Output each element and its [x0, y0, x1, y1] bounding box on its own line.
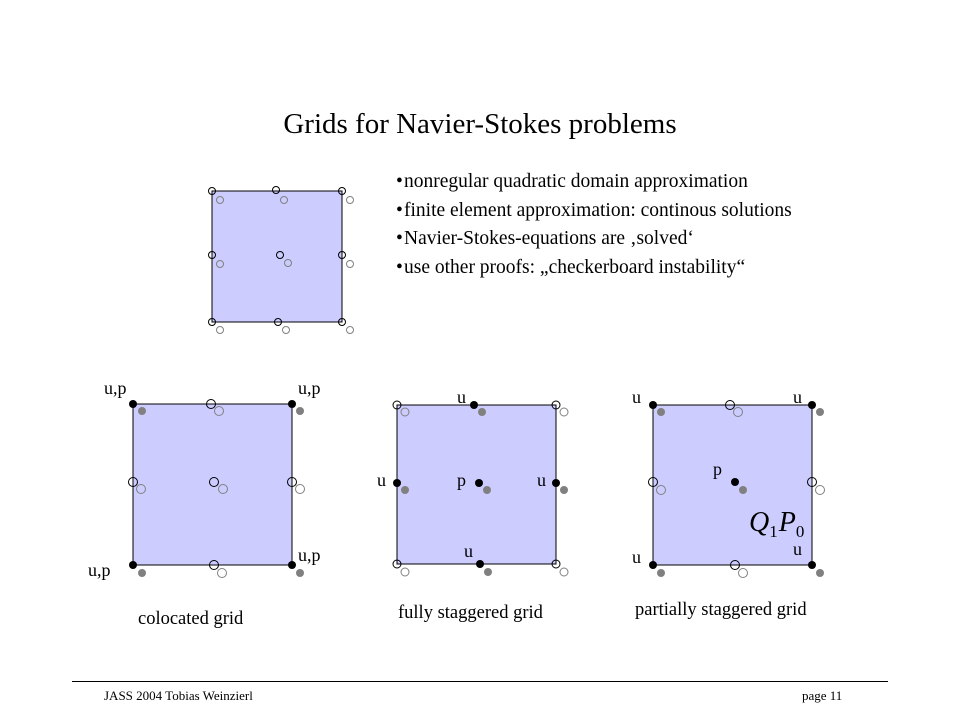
- grid-node-grey: [739, 569, 748, 578]
- velocity-node: [393, 479, 401, 487]
- element-subscript: 1: [769, 522, 778, 541]
- velocity-node-grey: [816, 408, 824, 416]
- node-label: u,p: [104, 378, 127, 398]
- bullet-item: • Navier-Stokes-equations are ‚solved‘: [398, 225, 838, 254]
- velocity-node: [470, 401, 478, 409]
- example-domain: [209, 187, 354, 334]
- node-label: u: [632, 547, 641, 567]
- grid-node-grey: [217, 327, 224, 334]
- velocity-node: [476, 560, 484, 568]
- node-label: u: [457, 387, 466, 407]
- grid-node-grey: [347, 197, 354, 204]
- velocity-pressure-node: [129, 561, 137, 569]
- node-label: u: [632, 387, 641, 407]
- velocity-node-grey: [478, 408, 486, 416]
- footer-divider: [72, 681, 888, 682]
- pressure-node-grey: [483, 486, 491, 494]
- velocity-node: [649, 561, 657, 569]
- grid-node-grey: [560, 568, 568, 576]
- pressure-node-grey: [739, 486, 747, 494]
- footer-author: JASS 2004 Tobias Weinzierl: [104, 688, 253, 703]
- grid-node-grey: [401, 568, 409, 576]
- node-label: u: [377, 470, 386, 490]
- velocity-node-grey: [560, 486, 568, 494]
- grid-node-grey: [347, 261, 354, 268]
- velocity-node-grey: [657, 408, 665, 416]
- bullet-item: • nonregular quadratic domain approximation: [398, 168, 838, 197]
- node-label: u,p: [88, 560, 111, 580]
- partially-staggered-grid: [632, 387, 825, 578]
- partially-staggered-caption: partially staggered grid: [635, 600, 807, 620]
- grid-node-grey: [283, 327, 290, 334]
- node-label: u,p: [298, 378, 321, 398]
- velocity-node-grey: [401, 486, 409, 494]
- velocity-node-grey: [484, 568, 492, 576]
- velocity-pressure-node: [129, 400, 137, 408]
- velocity-pressure-node: [288, 561, 296, 569]
- bullet-item: • use other proofs: „checkerboard instability“: [398, 254, 838, 283]
- node-label: u,p: [298, 545, 321, 565]
- grid-node-grey: [560, 408, 568, 416]
- velocity-pressure-node-grey: [138, 569, 146, 577]
- node-label: p: [457, 470, 466, 490]
- node-label: u: [793, 539, 802, 559]
- colocated-grid: [88, 378, 321, 580]
- grid-node-grey: [347, 327, 354, 334]
- page-number: page 11: [802, 688, 843, 703]
- grid-node-grey: [218, 569, 227, 578]
- velocity-node: [808, 401, 816, 409]
- velocity-node-grey: [816, 569, 824, 577]
- velocity-node: [649, 401, 657, 409]
- colocated-caption: colocated grid: [138, 609, 244, 629]
- grid-node-grey: [296, 485, 305, 494]
- element-subscript: 0: [795, 522, 805, 541]
- velocity-node: [552, 479, 560, 487]
- velocity-node: [808, 561, 816, 569]
- velocity-pressure-node-grey: [138, 407, 146, 415]
- node-label: p: [713, 459, 722, 479]
- colocated-square: [133, 404, 292, 565]
- fully-staggered-caption: fully staggered grid: [398, 603, 543, 623]
- fully-staggered-grid: [377, 387, 568, 576]
- velocity-node-grey: [657, 569, 665, 577]
- velocity-pressure-node-grey: [296, 569, 304, 577]
- velocity-pressure-node: [288, 400, 296, 408]
- grid-node-grey: [816, 486, 825, 495]
- pressure-node: [475, 479, 483, 487]
- node-label: u: [793, 387, 802, 407]
- velocity-pressure-node-grey: [296, 407, 304, 415]
- element-letter-q: Q: [749, 507, 770, 538]
- page-title: Grids for Navier-Stokes problems: [283, 108, 677, 140]
- node-label: u: [464, 541, 473, 561]
- bullet-item: • finite element approximation: continous solutions: [398, 197, 838, 226]
- element-letter-p: P: [778, 507, 796, 538]
- pressure-node: [731, 478, 739, 486]
- node-label: u: [537, 470, 546, 490]
